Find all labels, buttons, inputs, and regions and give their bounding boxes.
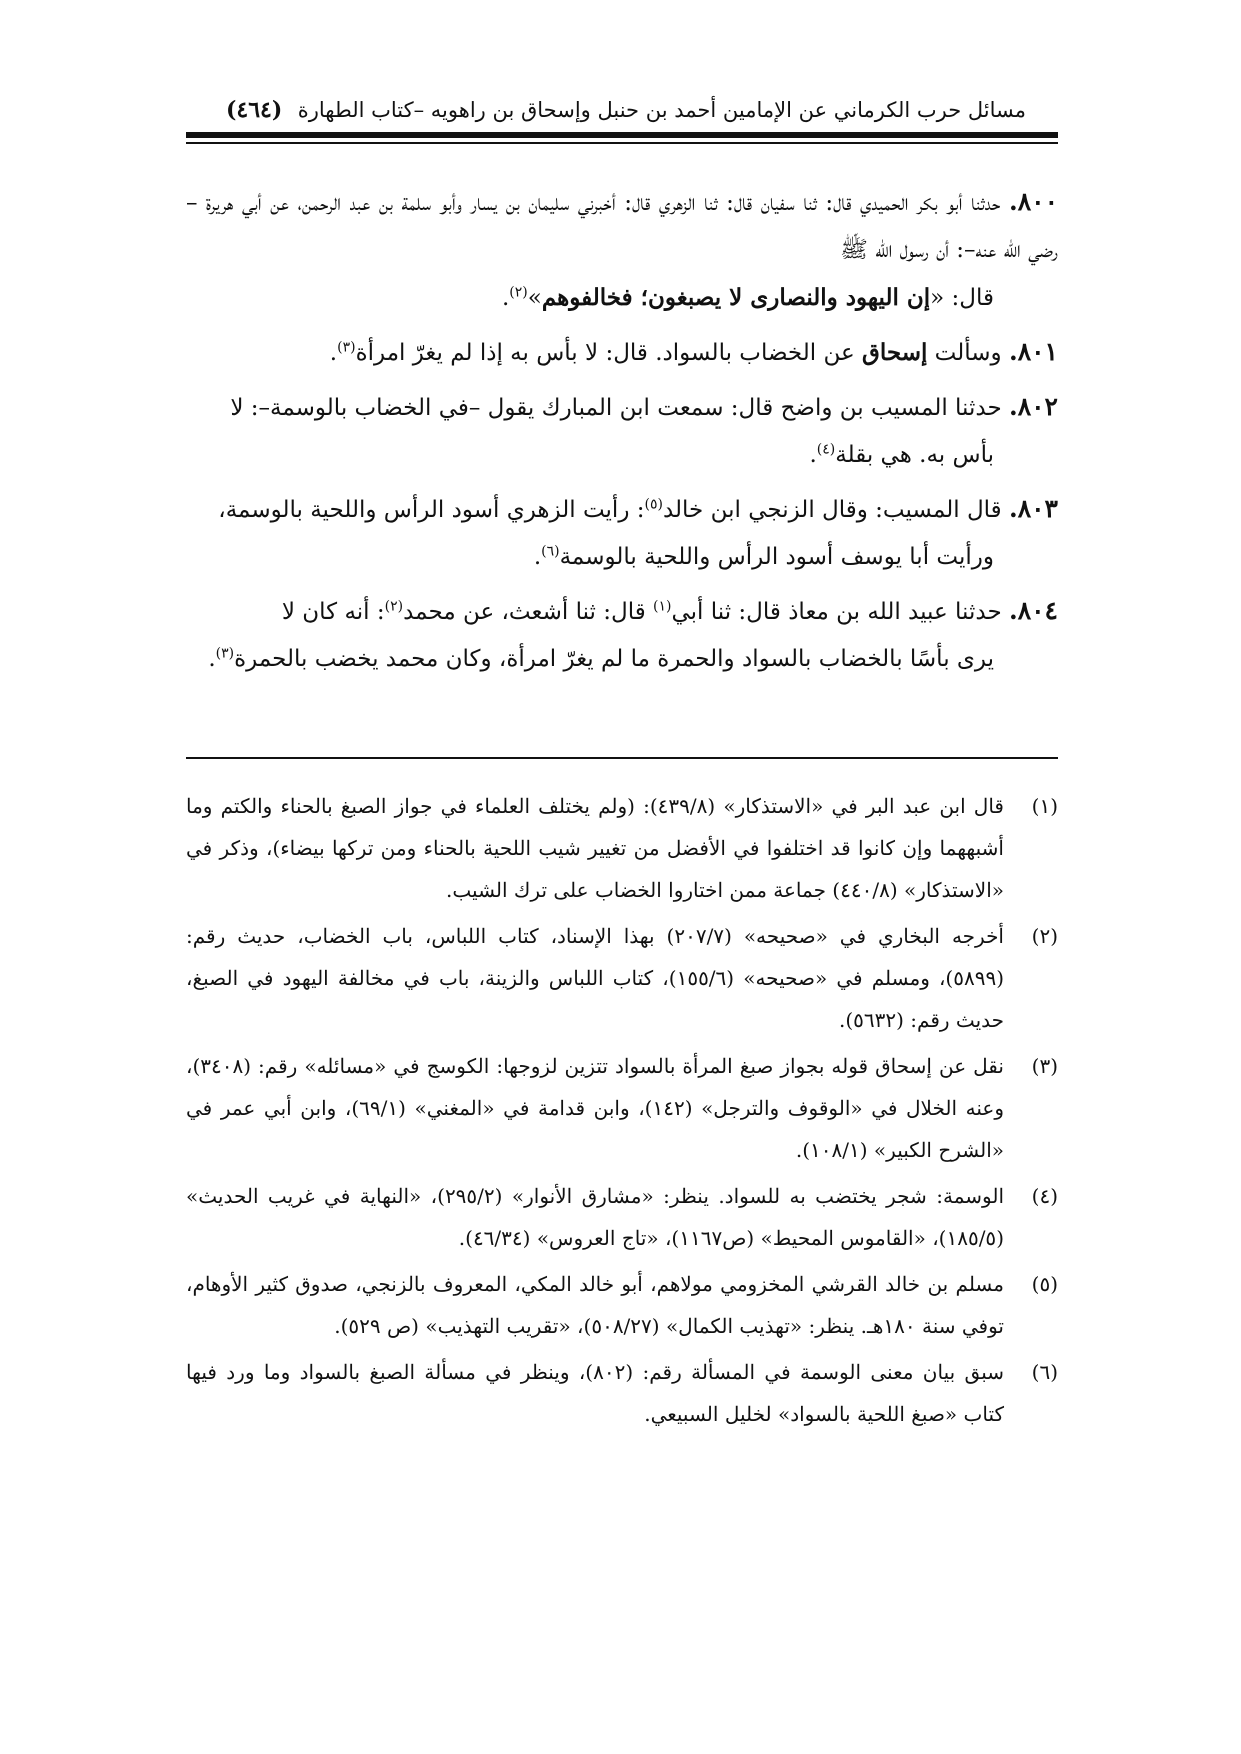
entry-text: ورأيت أبا يوسف أسود الرأس واللحية بالوسمة <box>559 544 994 570</box>
entry-text: حدثنا أبو بكر الحميدي قال: ثنا سفيان قال: ثنا الزهري قال: أخبرني سليمان بن <box>505 190 1001 216</box>
entry-text: بأس به. هي بقلة <box>835 442 994 468</box>
footnote-text: نقل عن إسحاق قوله بجواز صبغ المرأة بالسواد تتزين لزوجها: الكوسج في «مسائله» رقم: (٣٤٠٨)، وعنه الخلال في «الوقوف والترجل» (١٤٢)، وابن قدامة في «المغني» (٦٩/١)، وابن أبي عمر في «الشرح الكبير» (١٠٨/١). <box>186 1054 1004 1162</box>
entry-text: قال المسيب: وقال الزنجي ابن خالد <box>662 497 1002 523</box>
footnote-ref[interactable]: (٣) <box>337 339 356 356</box>
footnote-4 <box>186 1175 1058 1259</box>
entry-line <box>186 274 1058 322</box>
footnote-ref[interactable]: (٢) <box>384 598 404 615</box>
entry-text: وسألت <box>927 340 1002 366</box>
entry-804 <box>186 587 1058 683</box>
footnote-6 <box>186 1351 1058 1435</box>
footnote-5 <box>186 1263 1058 1347</box>
footnote-text: مسلم بن خالد القرشي المخزومي مولاهم، أبو خالد المكي، المعروف بالزنجي، صدوق كثير الأوهام، توفي سنة ١٨٠هـ. ينظر: «تهذيب الكمال» (٥٠٨/٢٧)، «تقريب التهذيب» (ص ٥٢٩). <box>186 1272 1004 1338</box>
entry-line <box>186 534 1058 581</box>
entry-text: قال: ثنا أشعث، عن محمد <box>403 599 654 625</box>
entry-text: يسار وأبو سلمة بن عبد الرحمن، عن أبي هريرة –رضي الله عنه–: أن رسول الله ﷺ <box>186 190 1058 263</box>
footnote-ref[interactable]: (٢) <box>509 284 528 301</box>
entry-number: ٨٠١. <box>1008 337 1058 366</box>
entry-text: حدثنا المسيب بن واضح قال: سمعت ابن المبارك يقول –في الخضاب بالوسمة–: لا <box>230 395 1002 421</box>
entry-text: . <box>501 285 510 311</box>
footnote-ref[interactable]: (٣) <box>215 645 235 662</box>
footnote-text: أخرجه البخاري في «صحيحه» (٢٠٧/٧) بهذا الإسناد، كتاب اللباس، باب الخضاب، حديث رقم: (٥٨٩٩)، ومسلم في «صحيحه» (١٥٥/٦)، كتاب اللباس والزينة، باب في مخالفة اليهود في الصبغ، حديث رقم: (٥٦٣٢). <box>186 924 1005 1032</box>
entry-text: . <box>533 544 542 570</box>
footnote-3 <box>186 1045 1058 1171</box>
entry-text: : رأيت الزهري أسود الرأس واللحية بالوسمة، <box>218 497 645 523</box>
entry-number: ٨٠٢. <box>1008 392 1058 421</box>
footnote-text: قال ابن عبد البر في «الاستذكار» (٤٣٩/٨): (ولم يختلف العلماء في جواز الصبغ بالحناء والكتم وما أشبههما وإن كانوا قد اختلفوا في الأفضل من تغيير شيب اللحية بالحناء ومن تركها بيضاء)، وذكر في «الاستذكار» (٤٤٠/٨) جماعة ممن اختاروا الخضاب على ترك الشيب. <box>186 794 1004 902</box>
page-number: (٤٦٤) <box>226 97 283 123</box>
footnote-ref[interactable]: (٦) <box>541 543 560 560</box>
main-text <box>186 178 1058 689</box>
entry-text: حدثنا عبيد الله بن معاذ قال: ثنا أبي <box>671 599 1002 625</box>
header-rule-thick <box>186 132 1058 138</box>
entry-802 <box>186 383 1058 479</box>
footnote-1 <box>186 785 1058 911</box>
footnote-number: (١) <box>1031 794 1058 818</box>
entry-text: . <box>208 646 216 672</box>
footnote-separator <box>186 757 1058 759</box>
footnote-number: (٢) <box>1031 924 1058 948</box>
entry-number: ٨٠٣. <box>1008 494 1058 523</box>
entry-text: يرى بأسًا بالخضاب بالسواد والحمرة ما لم يغرّ امرأة، وكان محمد يخضب بالحمرة <box>234 646 994 672</box>
narrator-name: إسحاق <box>862 339 928 366</box>
entry-text: : أنه كان لا <box>281 599 385 625</box>
entry-line <box>186 432 1058 479</box>
entry-803 <box>186 485 1058 581</box>
footnote-ref[interactable]: (٤) <box>816 441 836 458</box>
book-title: مسائل حرب الكرماني عن الإمامين أحمد بن حنبل وإسحاق بن راهويه –كتاب الطهارة <box>297 98 1026 122</box>
entry-number: ٨٠٤. <box>1008 596 1058 625</box>
footnote-text: سبق بيان معنى الوسمة في المسألة رقم: (٨٠٢)، وينظر في مسألة الصبغ بالسواد وما ورد فيها كتاب «صبغ اللحية بالسواد» لخليل السبيعي. <box>186 1360 1004 1426</box>
footnote-number: (٥) <box>1031 1272 1058 1296</box>
entry-801 <box>186 328 1058 377</box>
footnotes <box>186 785 1058 1439</box>
entry-text: » <box>527 285 542 311</box>
hadith-quote: إن اليهود والنصارى لا يصبغون؛ فخالفوهم <box>541 284 931 311</box>
footnote-ref[interactable]: (٥) <box>644 496 663 513</box>
footnote-text: الوسمة: شجر يختضب به للسواد. ينظر: «مشارق الأنوار» (٢٩٥/٢)، «النهاية في غريب الحديث» (١٨٥/٥)، «القاموس المحيط» (ص١١٦٧)، «تاج العروس» (٤٦/٣٤). <box>186 1184 1005 1250</box>
footnote-ref[interactable]: (١) <box>653 598 672 615</box>
entry-800 <box>186 178 1058 322</box>
entry-line <box>186 636 1058 683</box>
footnote-number: (٣) <box>1031 1054 1058 1078</box>
entry-number: ٨٠٠. <box>1009 187 1059 216</box>
header-rule-thin <box>186 142 1058 144</box>
entry-text: . <box>809 442 817 468</box>
footnote-2 <box>186 915 1058 1041</box>
entry-text: عن الخضاب بالسواد. قال: لا بأس به إذا لم يغرّ امرأة <box>355 340 862 366</box>
footnote-number: (٤) <box>1031 1184 1059 1208</box>
entry-text: . <box>329 340 338 366</box>
footnote-number: (٦) <box>1031 1360 1058 1384</box>
running-header <box>226 90 1026 130</box>
entry-text: قال: « <box>930 285 994 311</box>
